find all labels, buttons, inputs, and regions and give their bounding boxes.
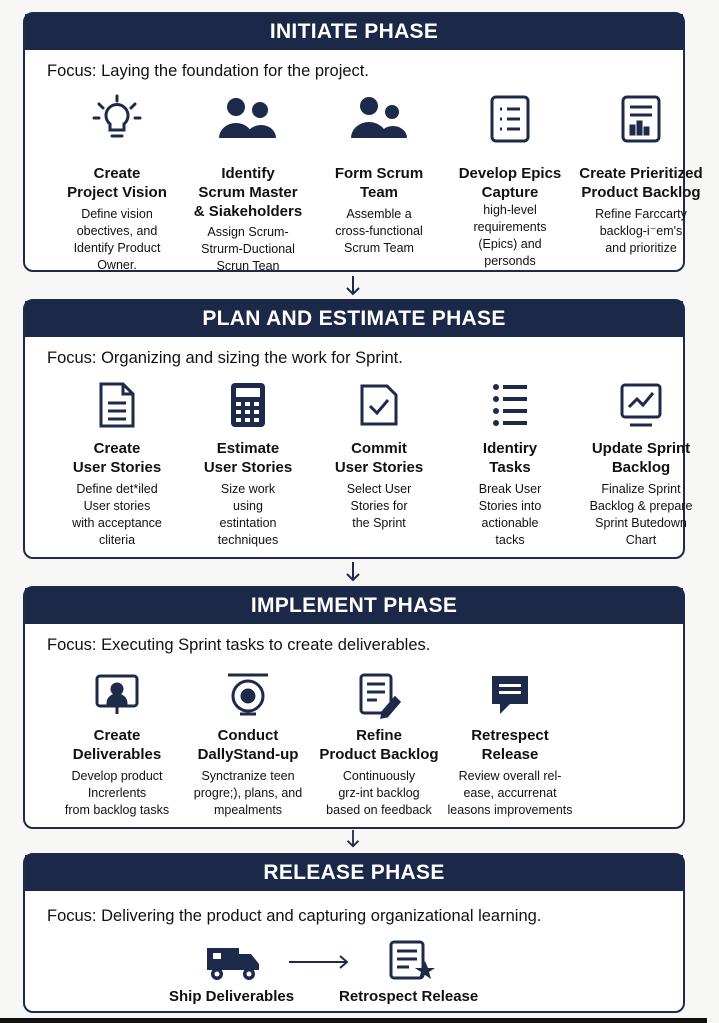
initiate-phase <box>23 12 703 273</box>
implement-phase <box>23 586 685 829</box>
step-identify-tasks <box>446 381 574 556</box>
step-description: Assemble a cross-functional Scrum Team <box>335 207 423 255</box>
step-title: Estimate User Stories <box>203 440 293 476</box>
arrow-down-icon <box>345 829 361 849</box>
document-icon <box>97 381 137 434</box>
step-description: Define vision obectives, and Identify Product Owner. <box>73 207 161 272</box>
arrow-down-icon <box>345 275 361 297</box>
phase-focus: Focus: Laying the foundation for the project. <box>47 62 369 80</box>
step-description: Size work using estintation techniques <box>217 482 279 547</box>
release-item-label: Ship Deliverables <box>169 988 295 1005</box>
step-title: Conduct DallyStand-up <box>197 727 299 763</box>
chart-monitor-icon <box>618 381 664 434</box>
step-description: Review overall rel- ease, accurrenat leasons improvements <box>447 769 573 817</box>
step-update-sprint-backlog <box>577 381 705 556</box>
step-refine-product-backlog <box>315 672 443 822</box>
step-develop-epics <box>446 94 574 269</box>
step-create-project-vision <box>53 94 181 272</box>
arrow-down-icon <box>345 561 361 583</box>
presentation-icon <box>93 672 141 723</box>
step-estimate-user-stories <box>184 381 312 556</box>
truck-icon <box>205 942 261 987</box>
step-title: Refine Product Backlog <box>319 727 439 763</box>
step-title: Create Prieritized Product Backlog <box>579 165 703 201</box>
step-create-prioritized-backlog <box>577 94 705 269</box>
step-identify-scrum-master <box>184 94 312 273</box>
step-title: Commit User Stories <box>334 440 424 476</box>
step-description: Break User Stories into actionable tacks <box>478 482 542 547</box>
lightbulb-icon <box>92 94 142 149</box>
step-title: Create User Stories <box>72 440 162 476</box>
task-list-icon <box>490 381 530 434</box>
step-description: high-level requirements (Epics) and personds <box>473 203 547 268</box>
step-title: Update Sprint Backlog <box>591 440 691 476</box>
step-description: Develop product Increrlents from backlog tasks <box>64 769 170 817</box>
step-create-user-stories <box>53 381 181 556</box>
step-title: Retrespect Release <box>471 727 549 763</box>
step-description: Select User Stories for the Sprint <box>346 482 412 530</box>
checkbox-icon <box>357 381 401 434</box>
phase-focus: Focus: Delivering the product and capturing organizational learning. <box>47 907 542 925</box>
step-description: Refine Farccarty backlog-i⁻em's and prioritize <box>595 207 687 255</box>
team-icon <box>347 94 411 149</box>
phase-focus: Focus: Executing Sprint tasks to create deliverables. <box>47 636 431 654</box>
step-description: Synctranize teen progre;), plans, and mpealments <box>193 769 303 817</box>
step-description: Continuously grz-int backlog based on feedback <box>326 769 432 817</box>
step-conduct-daily-standup <box>184 672 312 822</box>
report-icon <box>619 94 663 149</box>
people-icon <box>216 94 280 149</box>
step-title: Develop Epics Capture <box>458 165 562 201</box>
step-description: Assign Scrum- Strurm-Ductional Scrun Tean <box>201 225 295 273</box>
step-title: Identiry Tasks <box>482 440 538 476</box>
step-title: Create Project Vision <box>67 165 167 201</box>
phase-title: RELEASE PHASE <box>25 855 683 891</box>
step-title: Identify Scrum Master & Siakeholders <box>193 165 303 220</box>
step-create-deliverables <box>53 672 181 822</box>
step-description: Finalize Sprint Backlog & prepare Sprint Butedown Chart <box>589 482 693 547</box>
phase-title: INITIATE PHASE <box>25 14 683 50</box>
list-icon <box>488 94 532 149</box>
step-title: Create Deliverables <box>72 727 162 763</box>
step-form-scrum-team <box>315 94 443 269</box>
step-title: Form Scrum Team <box>334 165 424 201</box>
phase-title: IMPLEMENT PHASE <box>25 588 683 624</box>
headset-icon <box>224 672 272 723</box>
chat-icon <box>488 672 532 723</box>
bottom-border <box>0 1018 707 1023</box>
plan-and-estimate-phase <box>23 299 693 559</box>
release-item-label: Retrospect Release <box>339 988 479 1005</box>
step-description: Define det*iled User stories with acceptance cliteria <box>72 482 162 547</box>
calculator-icon <box>229 381 267 434</box>
phase-focus: Focus: Organizing and sizing the work for Sprint. <box>47 349 403 367</box>
edit-document-icon <box>357 672 401 723</box>
step-commit-user-stories <box>315 381 443 556</box>
star-document-icon <box>387 939 437 988</box>
release-phase <box>23 853 685 1013</box>
arrow-right-icon <box>288 955 350 969</box>
phase-title: PLAN AND ESTIMATE PHASE <box>25 301 683 337</box>
step-retrospect-release <box>446 672 574 822</box>
